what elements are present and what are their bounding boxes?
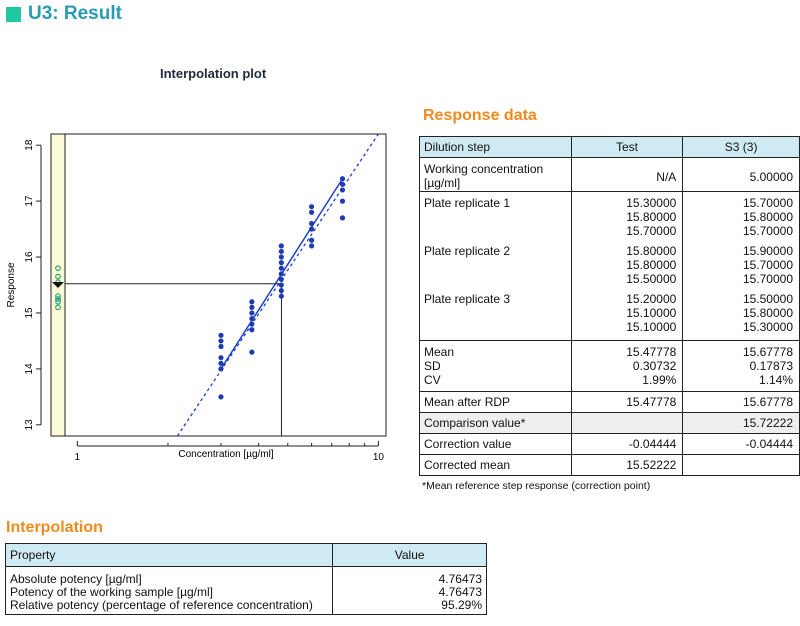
stats-test: 15.47778 0.30732 1.99% <box>571 341 683 392</box>
title-square-icon <box>6 7 21 22</box>
working-s3: 5.00000 <box>683 158 800 192</box>
replicate-row-2 <box>420 238 800 286</box>
header-test: Test <box>571 137 683 158</box>
page-title: U3: Result <box>6 2 122 26</box>
stats-s3: 15.67778 0.17873 1.14% <box>683 341 800 392</box>
replicate-test: 15.20000 15.10000 15.10000 <box>571 286 683 341</box>
x-axis-label: Concentration [µg/ml] <box>178 449 274 460</box>
footnote: *Mean reference step response (correction point) <box>422 480 651 492</box>
data-point <box>218 361 223 366</box>
fit-extension-line <box>177 134 378 436</box>
y-tick-label: 13 <box>24 419 35 431</box>
working-test: N/A <box>571 158 683 192</box>
data-point <box>309 243 314 248</box>
response-section-title: Response data <box>423 107 537 124</box>
data-point <box>218 344 223 349</box>
y-axis-label: Response <box>6 262 17 308</box>
data-point <box>279 288 284 293</box>
data-point <box>309 238 314 243</box>
replicate-label: Plate replicate 3 <box>420 286 572 341</box>
data-point <box>279 249 284 254</box>
replicate-label: Plate replicate 2 <box>420 238 572 286</box>
data-point <box>309 226 314 231</box>
data-point <box>249 299 254 304</box>
y-tick-label: 14 <box>24 363 35 375</box>
data-point <box>218 338 223 343</box>
replicate-row-3 <box>420 286 800 341</box>
data-point <box>249 327 254 332</box>
data-point <box>340 215 345 220</box>
stats-labels: Mean SD CV <box>420 341 572 392</box>
replicate-s3: 15.90000 15.70000 15.70000 <box>683 238 800 286</box>
interpolation-table <box>5 543 487 615</box>
data-point <box>340 182 345 187</box>
data-point <box>279 243 284 248</box>
replicate-test: 15.30000 15.80000 15.70000 <box>571 192 683 239</box>
y-axis <box>24 139 41 430</box>
interpolation-plot <box>0 120 400 480</box>
working-label: Working concentration [µg/ml] <box>420 158 572 192</box>
data-point <box>309 204 314 209</box>
interpolation-section-title: Interpolation <box>6 519 103 536</box>
data-point <box>279 271 284 276</box>
stats-row <box>420 341 800 392</box>
data-point <box>279 260 284 265</box>
plot-title: Interpolation plot <box>160 66 267 81</box>
data-point <box>340 187 345 192</box>
data-point <box>340 176 345 181</box>
replicate-label: Plate replicate 1 <box>420 192 572 239</box>
plot-layer <box>52 134 378 436</box>
header-s3: S3 (3) <box>683 137 800 158</box>
response-table <box>419 136 800 476</box>
corrected-mean-row: Corrected mean 15.52222 <box>420 455 800 476</box>
data-point <box>249 322 254 327</box>
replicate-test: 15.80000 15.80000 15.50000 <box>571 238 683 286</box>
data-point <box>309 210 314 215</box>
data-point <box>218 355 223 360</box>
header-value: Value <box>333 544 487 567</box>
comparison-row: Comparison value* 15.72222 <box>420 413 800 434</box>
data-point <box>249 316 254 321</box>
mean-rdp-row: Mean after RDP 15.47778 15.67778 <box>420 392 800 413</box>
data-point <box>279 266 284 271</box>
replicate-s3: 15.70000 15.80000 15.70000 <box>683 192 800 239</box>
data-point <box>218 366 223 371</box>
data-point <box>279 294 284 299</box>
data-point <box>279 277 284 282</box>
x-tick-label: 10 <box>372 452 384 463</box>
replicate-row-1 <box>420 192 800 239</box>
data-point <box>279 254 284 259</box>
data-point <box>249 310 254 315</box>
data-point <box>309 221 314 226</box>
data-point <box>279 282 284 287</box>
data-point <box>249 305 254 310</box>
interp-row: Absolute potency [µg/ml] 4.76473 <box>6 567 487 587</box>
data-point <box>340 199 345 204</box>
correction-row: Correction value -0.04444 -0.04444 <box>420 434 800 455</box>
header-dilution-step: Dilution step <box>420 137 572 158</box>
y-tick-label: 16 <box>24 251 35 263</box>
x-tick-label: 1 <box>74 452 81 463</box>
replicate-s3: 15.50000 15.80000 15.30000 <box>683 286 800 341</box>
header-property: Property <box>6 544 333 567</box>
data-point <box>218 333 223 338</box>
plot-frame <box>65 134 386 436</box>
y-tick-label: 18 <box>24 139 35 151</box>
data-point <box>218 394 223 399</box>
y-tick-label: 17 <box>24 195 35 207</box>
interp-row: Potency of the working sample [µg/ml] 4.76473 <box>6 586 487 599</box>
y-tick-label: 15 <box>24 307 35 319</box>
interp-row: Relative potency (percentage of reference concentration) 95.29% <box>6 599 487 615</box>
data-point <box>249 350 254 355</box>
